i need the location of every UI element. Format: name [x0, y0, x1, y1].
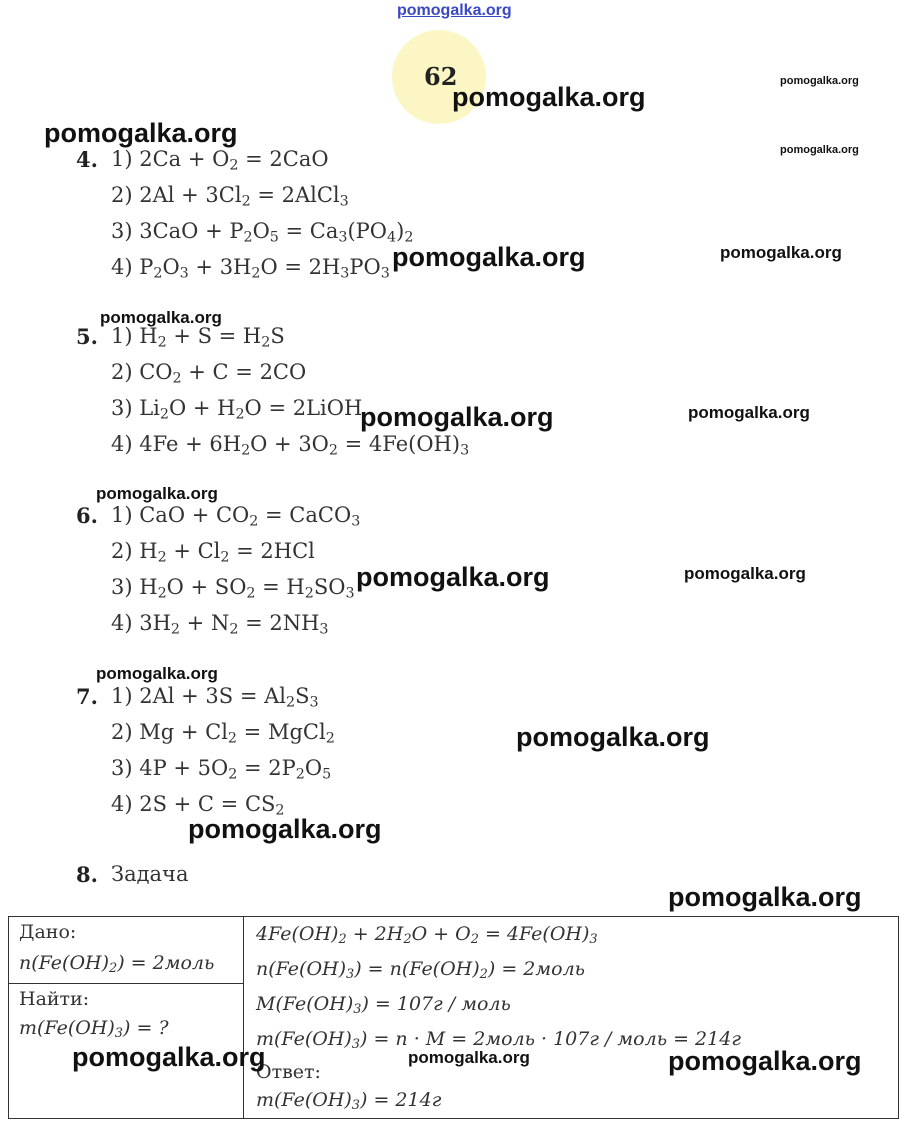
equation-label: 2)	[111, 183, 140, 207]
problem-8-title: Задача	[111, 862, 189, 886]
equation-formula: $2Al + 3Cl_2$ = 2AlCl$_3$	[139, 183, 349, 210]
equation-formula: $4Fe + 6H_2O + 3O_2 = 4Fe(OH)_3$	[139, 432, 470, 459]
equation-label: 3)	[111, 219, 140, 243]
equation-line	[111, 720, 335, 747]
watermark: pomogalka.org	[688, 403, 810, 422]
equation-line	[111, 396, 363, 423]
watermark: pomogalka.org	[96, 664, 218, 683]
equation-label: 4)	[111, 432, 140, 456]
equation-label: 3)	[111, 756, 140, 780]
page-number: 62	[424, 62, 458, 91]
watermark: pomogalka.org	[72, 1042, 266, 1072]
equation-line	[111, 360, 307, 387]
watermark: pomogalka.org	[356, 562, 550, 592]
problem-5-number: 5.	[76, 324, 98, 349]
watermark: pomogalka.org	[780, 75, 859, 87]
equation-label: 4)	[111, 255, 140, 279]
given-value: $n(Fe(OH)_2)$ = 2моль	[19, 952, 215, 977]
equation-label: 2)	[111, 720, 140, 744]
equation-line	[111, 503, 361, 530]
equation-formula: CaO + $CO_2$ = CaCO$_3$	[139, 503, 361, 530]
equation-line	[111, 183, 349, 210]
solution-cell	[244, 917, 899, 1119]
equation-line	[111, 255, 390, 282]
equation-label: 3)	[111, 396, 140, 420]
watermark: pomogalka.org	[452, 82, 646, 112]
watermark: pomogalka.org	[96, 484, 218, 503]
solution-line-3: $M(Fe(OH)_3) = 107г$ / моль	[256, 993, 511, 1018]
watermark: pomogalka.org	[720, 243, 842, 262]
given-label: Дано:	[19, 921, 77, 943]
watermark: pomogalka.org	[408, 1048, 530, 1067]
equation-label: 1)	[111, 147, 140, 171]
watermark: pomogalka.org	[100, 308, 222, 327]
solution-line-4: $m(Fe(OH)_3) = n \cdot M$ = 2моль · 107г / моль = 214г	[256, 1028, 741, 1053]
answer-label: Ответ:	[256, 1061, 321, 1083]
equation-formula: $Mg + Cl_2$ = MgCl$_2$	[139, 720, 335, 747]
equation-line	[111, 147, 329, 174]
equation-line	[111, 432, 470, 459]
equation-line	[111, 756, 332, 783]
equation-line	[111, 684, 319, 711]
equation-formula: $4P + 5O_2 = 2P_2O_5$	[139, 756, 332, 783]
watermark-top-link[interactable]: pomogalka.org	[397, 2, 512, 19]
equation-line	[111, 219, 414, 246]
task-table	[8, 916, 899, 1119]
watermark: pomogalka.org	[360, 402, 554, 432]
watermark: pomogalka.org	[668, 882, 862, 912]
watermark: pomogalka.org	[516, 722, 710, 752]
solution-line-2: $n(Fe(OH)_3) = n(Fe(OH)_2)$ = 2моль	[256, 958, 586, 983]
given-cell	[9, 917, 244, 984]
problem-8-number: 8.	[76, 862, 98, 887]
equation-line	[111, 611, 329, 638]
find-label: Найти:	[19, 988, 90, 1010]
watermark: pomogalka.org	[780, 144, 859, 156]
equation-label: 1)	[111, 503, 140, 527]
equation-label: 4)	[111, 792, 140, 816]
equation-label: 2)	[111, 539, 140, 563]
solution-line-1: $4Fe(OH)_2 + 2H_2O + O_2 = 4Fe(OH)_3$	[256, 923, 598, 948]
watermark: pomogalka.org	[684, 564, 806, 583]
equation-formula: $H_2O + SO_2 = H_2SO_3$	[139, 575, 355, 602]
answer-value: $m(Fe(OH)_3) = 214г$	[256, 1089, 442, 1114]
equation-line	[111, 575, 355, 602]
problem-6-number: 6.	[76, 503, 98, 528]
equation-formula: $3H_2 + N_2 = 2NH_3$	[139, 611, 329, 638]
problem-7-number: 7.	[76, 684, 98, 709]
watermark: pomogalka.org	[188, 814, 382, 844]
watermark: pomogalka.org	[44, 118, 238, 148]
equation-label: 1)	[111, 684, 140, 708]
equation-label: 3)	[111, 575, 140, 599]
equation-formula: $3CaO + P_2O_5 = Ca_3(PO_4)_2$	[139, 219, 414, 246]
find-value: $m(Fe(OH)_3)$ = ?	[19, 1017, 169, 1042]
watermark: pomogalka.org	[668, 1046, 862, 1076]
watermark: pomogalka.org	[392, 242, 586, 272]
equation-line	[111, 792, 285, 819]
equation-label: 1)	[111, 324, 140, 348]
equation-label: 4)	[111, 611, 140, 635]
equation-formula: $P_2O_3 + 3H_2O = 2H_3PO_3$	[139, 255, 390, 282]
problem-4-number: 4.	[76, 147, 98, 172]
equation-formula: $2Al + 3S = Al_2S_3$	[139, 684, 319, 711]
equation-line	[111, 539, 315, 566]
equation-label: 2)	[111, 360, 140, 384]
equation-formula: $2Ca + O_2 = 2CaO$	[139, 147, 329, 174]
equation-formula: $Li_2O + H_2O$ = 2LiOH	[139, 396, 363, 423]
equation-formula: $H_2 + S = H_2S$	[139, 324, 285, 351]
equation-formula: $CO_2 + C = 2CO$	[139, 360, 307, 387]
equation-formula: $2S + C = CS_2$	[139, 792, 285, 819]
equation-formula: $H_2 + Cl_2 = 2HCl$	[139, 539, 315, 566]
